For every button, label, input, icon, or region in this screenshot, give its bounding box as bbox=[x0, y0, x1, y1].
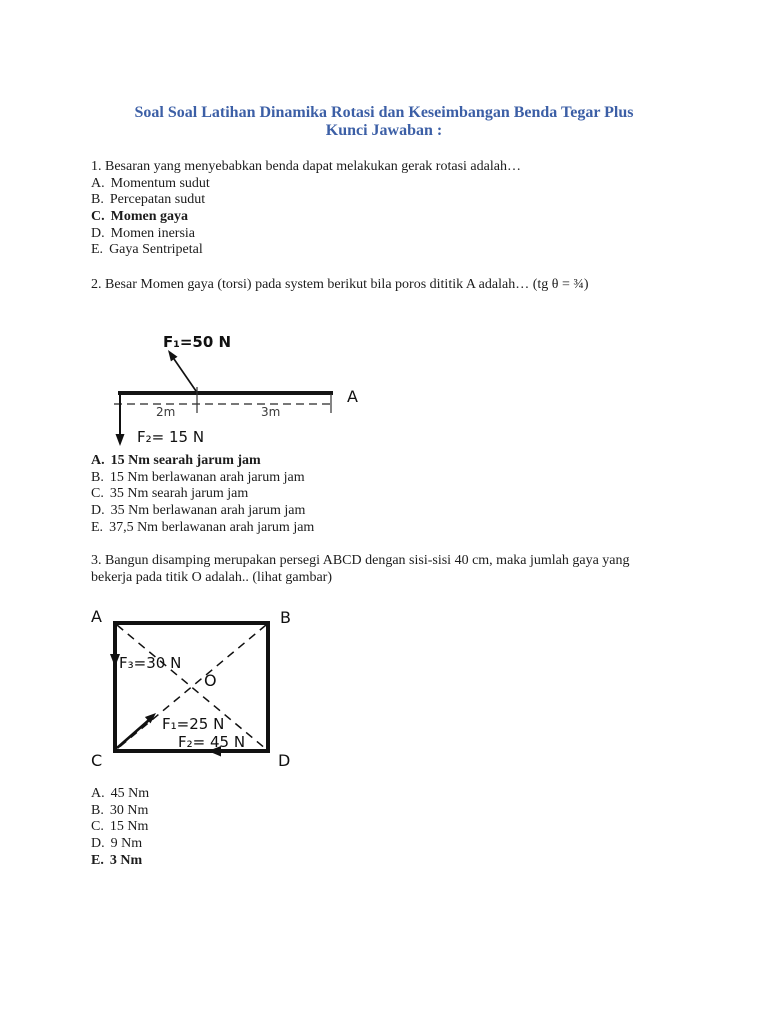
question-1-option-c: C. Momen gaya bbox=[91, 208, 189, 224]
force2-label: F₂= 15 N bbox=[137, 428, 205, 446]
force1-arrow-shaft bbox=[174, 359, 196, 391]
question-1-option-e: E. Gaya Sentripetal bbox=[91, 242, 203, 258]
force2-label: F₂= 45 N bbox=[178, 733, 246, 751]
force1-arrowhead bbox=[168, 350, 178, 361]
center-o-label: O bbox=[204, 671, 217, 690]
page-title-line2: Kunci Jawaban : bbox=[325, 121, 443, 139]
force2-arrowhead bbox=[116, 434, 125, 446]
distance-right-label: 3m bbox=[261, 405, 281, 419]
question-1-option-b: B. Percepatan sudut bbox=[91, 192, 206, 208]
question-2-option-e: E. 37,5 Nm berlawanan arah jarum jam bbox=[91, 519, 315, 535]
question-1 bbox=[91, 159, 731, 259]
question-3-option-a: A. 45 Nm bbox=[91, 786, 150, 801]
question-3-options bbox=[91, 786, 149, 869]
question-2-text: 2. Besar Momen gaya (torsi) pada system berikut bila poros dititik A adalah… (tg θ = ¾) bbox=[91, 277, 589, 292]
question-1-option-a: A. Momentum sudut bbox=[91, 175, 210, 191]
question-2-option-b: B. 15 Nm berlawanan arah jarum jam bbox=[91, 469, 305, 485]
force1-label: F₁=25 N bbox=[162, 715, 225, 733]
corner-c-label: C bbox=[91, 751, 103, 770]
question-3-text: 3. Bangun disamping merupakan persegi ABCD dengan sisi-sisi 40 cm, maka jumlah gaya yang bekerja pada titik O adalah.. (lihat gambar) bbox=[91, 553, 630, 585]
question-2-option-a: A. 15 Nm searah jarum jam bbox=[91, 453, 261, 468]
page-title-line1: Soal Soal Latihan Dinamika Rotasi dan Keseimbangan Benda Tegar Plus bbox=[134, 104, 634, 121]
question-2-option-c: C. 35 Nm searah jarum jam bbox=[91, 486, 249, 502]
corner-a-label: A bbox=[91, 607, 102, 626]
force1-arrow-shaft bbox=[117, 720, 149, 748]
question-3-option-b: B. 30 Nm bbox=[91, 802, 149, 818]
question-2 bbox=[91, 277, 731, 294]
page-title bbox=[0, 104, 768, 139]
question-3 bbox=[91, 553, 666, 586]
square-diagram bbox=[85, 598, 325, 778]
pivot-label: A bbox=[347, 387, 358, 406]
question-3-option-e: E. 3 Nm bbox=[91, 852, 143, 868]
distance-left-label: 2m bbox=[156, 405, 176, 419]
question-1-text: 1. Besaran yang menyebabkan benda dapat melakukan gerak rotasi adalah… bbox=[91, 159, 521, 174]
question-3-option-c: C. 15 Nm bbox=[91, 819, 149, 835]
corner-d-label: D bbox=[278, 751, 291, 770]
lever-diagram bbox=[95, 322, 395, 452]
force1-label: F₁=50 N bbox=[163, 333, 232, 351]
question-2-option-d: D. 35 Nm berlawanan arah jarum jam bbox=[91, 502, 306, 518]
question-3-option-d: D. 9 Nm bbox=[91, 835, 143, 851]
question-1-option-d: D. Momen inersia bbox=[91, 225, 195, 241]
question-2-options bbox=[91, 453, 314, 536]
force3-label: F₃=30 N bbox=[119, 654, 182, 672]
corner-b-label: B bbox=[280, 608, 291, 627]
